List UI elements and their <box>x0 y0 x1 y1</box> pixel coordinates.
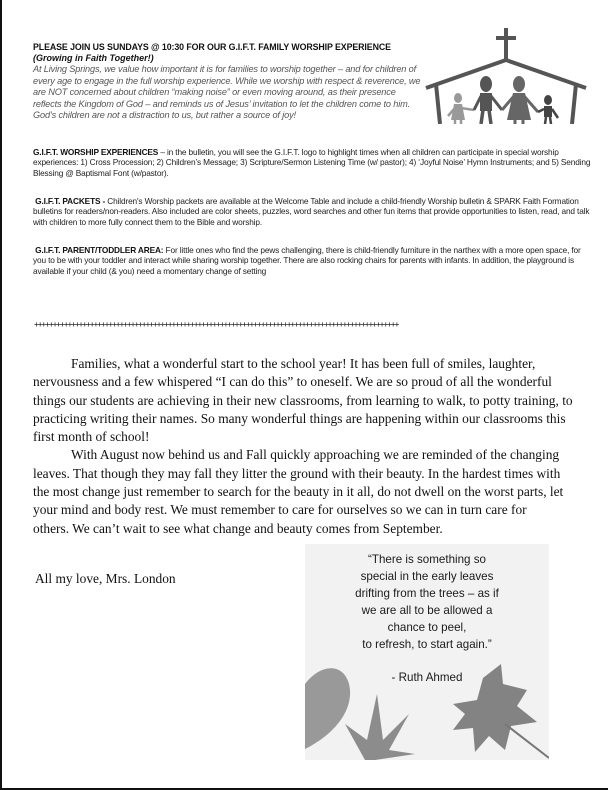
wall-left <box>436 84 440 124</box>
leaf-star <box>345 694 415 760</box>
section-parent-toddler-area <box>33 245 593 276</box>
section-body: – in the bulletin, you will see the G.I.F.T. logo to highlight times when all children can participate in special worship experiences: 1) Cross Procession; 2) Children’s Message; 3) Scripture/Sermon Listening Time (w/ pastor); 4) ‘Joyful Noise’ Hymn Instruments; and 5) Sending Blessing @ Baptismal Font (w/pastor). <box>33 147 591 178</box>
letter-paragraph: Families, what a wonderful start to the school year! It has been full of smiles, laughter, nervousness and a few whispered “I can do this” to oneself. We are so proud of all the wonderful things our students are achieving in their new classrooms, from learning to walk, to potty training, to practicing writing their names. So many wonderful things are happening within our classrooms this first month of school! <box>33 356 573 445</box>
section-packets <box>33 196 593 227</box>
quote-line: special in the early leaves <box>360 570 494 583</box>
quote-box <box>305 544 549 760</box>
quote-line: to refresh, to start again.” <box>362 638 492 651</box>
leaf-stem <box>505 724 549 758</box>
quote-line: we are all to be allowed a <box>361 604 493 617</box>
quote-line: drifting from the trees – as if <box>355 587 499 600</box>
quote-author: - Ruth Ahmed <box>391 671 463 684</box>
wall-right <box>572 84 576 124</box>
section-title: G.I.F.T. PARENT/TODDLER AREA: <box>35 245 164 255</box>
letter-body <box>33 355 585 538</box>
quote-text <box>305 551 549 653</box>
quote-line: chance to peel, <box>387 621 467 634</box>
section-worship-experiences <box>33 147 593 178</box>
letter-paragraph: With August now behind us and Fall quickly approaching we are reminded of the changing leaves. That though they may fall they litter the ground with their beauty. In the hardest times with the most change just remember to search for the beauty in it all, do not dwell on the worst parts, let your mind and body rest. We must remember to care for ourselves so we can in turn care for others. We can’t wait to see what change and beauty comes from September. <box>33 447 564 536</box>
quote-line: “There is something so <box>368 553 486 566</box>
church-family-icon <box>422 24 590 124</box>
section-title: G.I.F.T. WORSHIP EXPERIENCES <box>33 147 159 157</box>
section-body: Children's Worship packets are available at the Welcome Table and include a child-friendly Worship bulletin & SPARK Faith Formation bulletins for readers/non-readers. Also included are color sheets, puzzles, word searches and other fun items that provide opportunities to listen, read, and talk with children to more fully connect them to the Bible and worship. <box>33 196 590 227</box>
worship-subhead: (Growing in Faith Together!) <box>33 53 154 63</box>
section-body: For little ones who find the pews challenging, there is child-friendly furniture in the narthex with a more open space, for you to be with your toddler and interact while sharing worship together. There are also rocking chairs for parents with infants. In addition, the playground is available if your child (& you) need a momentary change of setting <box>33 245 581 276</box>
worship-headline: PLEASE JOIN US SUNDAYS @ 10:30 FOR OUR G.I.F.T. FAMILY WORSHIP EXPERIENCE <box>33 42 391 52</box>
plus-divider: ++++++++++++++++++++++++++++++++++++++++++++++++++++++++++++++++++++++++++++++++++++++++++++++++++ <box>34 320 399 329</box>
worship-intro: At Living Springs, we value how important it is for families to worship together – and for children of every age to engage in the full worship experience. While we worship with respect & reverence, we are NOT concerned about children “making noise” or even moving around, as their presence reflects the Kingdom of God – and reminds us of Jesus’ invitation to let the children come to him. God’s children are not a distraction to us, but rather a source of joy! <box>33 64 421 121</box>
letter-signature: All my love, Mrs. London <box>35 571 176 586</box>
family-figures <box>448 76 558 124</box>
roof <box>426 60 586 88</box>
section-title: G.I.F.T. PACKETS - <box>35 196 106 206</box>
